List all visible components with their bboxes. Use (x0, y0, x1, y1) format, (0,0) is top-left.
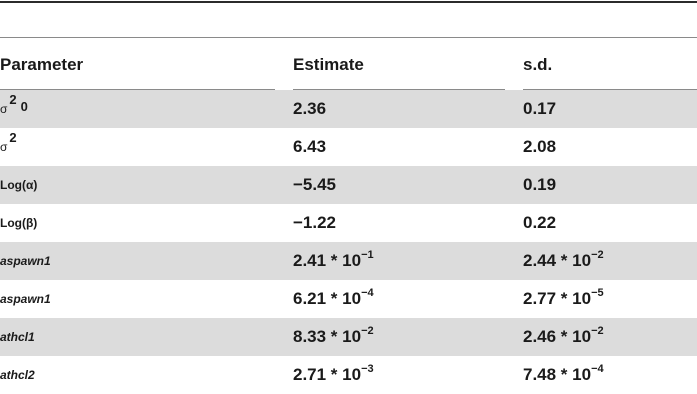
param-symbol: σ (0, 102, 8, 116)
sd-cell (523, 356, 604, 394)
table-row (0, 318, 697, 356)
estimate-mantissa: 6.21 * 10 (293, 289, 362, 308)
sd-cell: 2.08 (523, 137, 557, 156)
table-top-rule (0, 1, 697, 3)
sd-cell: 0.22 (523, 213, 557, 232)
sd-cell (523, 280, 604, 318)
param-cell: athcl1 (0, 330, 35, 344)
estimate-cell: 6.43 (293, 137, 327, 156)
table-row (0, 128, 697, 166)
param-cell: Log(β) (0, 216, 38, 230)
sd-exponent: −5 (591, 287, 604, 299)
param-cell (0, 90, 28, 128)
estimate-cell (293, 356, 374, 394)
estimate-exponent: −1 (361, 249, 374, 261)
param-subscript: 0 (20, 99, 28, 114)
sd-exponent: −2 (591, 249, 604, 261)
table-row (0, 280, 697, 318)
estimate-exponent: −2 (361, 325, 374, 337)
estimate-cell (293, 280, 374, 318)
estimate-cell: 2.36 (293, 99, 327, 118)
param-cell: aspawn1 (0, 254, 51, 268)
table-row (0, 356, 697, 394)
param-cell (0, 128, 17, 166)
table-row (0, 166, 697, 204)
estimate-cell (293, 242, 374, 280)
sd-mantissa: 2.46 * 10 (523, 327, 592, 346)
estimate-mantissa: 2.71 * 10 (293, 365, 362, 384)
table-row (0, 90, 697, 128)
estimate-cell: −1.22 (293, 213, 337, 232)
sd-mantissa: 7.48 * 10 (523, 365, 592, 384)
sd-cell (523, 242, 604, 280)
header-parameter: Parameter (0, 55, 84, 74)
table-header-row (0, 37, 697, 90)
estimate-exponent: −4 (361, 287, 374, 299)
estimate-mantissa: 8.33 * 10 (293, 327, 362, 346)
sd-mantissa: 2.77 * 10 (523, 289, 592, 308)
sd-exponent: −2 (591, 325, 604, 337)
param-superscript: 2 (9, 92, 17, 107)
estimate-mantissa: 2.41 * 10 (293, 251, 362, 270)
estimate-cell: −5.45 (293, 175, 337, 194)
sd-cell (523, 318, 604, 356)
header-sd: s.d. (523, 55, 553, 74)
param-superscript: 2 (9, 130, 17, 145)
sd-cell: 0.17 (523, 99, 557, 118)
param-cell: athcl2 (0, 368, 35, 382)
header-estimate: Estimate (293, 55, 364, 74)
sd-mantissa: 2.44 * 10 (523, 251, 592, 270)
param-cell: aspawn1 (0, 292, 51, 306)
table-row (0, 242, 697, 280)
estimate-cell (293, 318, 374, 356)
estimate-exponent: −3 (361, 363, 374, 375)
table-row (0, 204, 697, 242)
sd-exponent: −4 (591, 363, 604, 375)
param-symbol: σ (0, 140, 8, 154)
sd-cell: 0.19 (523, 175, 557, 194)
param-cell: Log(α) (0, 178, 38, 192)
